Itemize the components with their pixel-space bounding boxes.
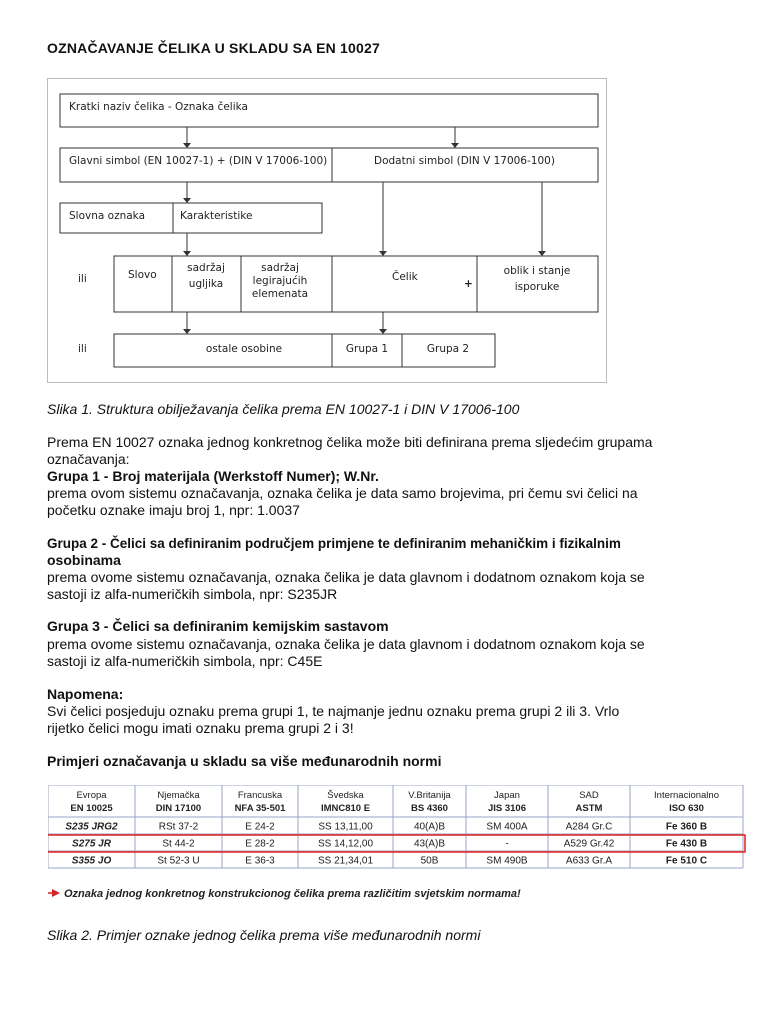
table-cell: 43(A)B [413, 838, 446, 850]
label-group-2: Grupa 2 [426, 343, 470, 355]
caption-figure-2: Slika 2. Primjer oznake jednog čelika prema više međunarodnih normi [47, 927, 481, 943]
page-title: OZNAČAVANJE ČELIKA U SKLADU SA EN 10027 [47, 40, 380, 56]
header-standard: BS 4360 [411, 803, 448, 814]
header-country: Njemačka [157, 790, 200, 801]
caption-figure-1: Slika 1. Struktura obilježavanja čelika prema EN 10027-1 i DIN V 17006-100 [47, 401, 520, 417]
table-cell: 50B [420, 855, 439, 867]
table-cell: St 52-3 U [157, 855, 200, 867]
table-cell: Fe 360 B [665, 821, 708, 833]
comparison-table [48, 785, 748, 905]
table-cell: - [505, 838, 509, 850]
header-country: Francuska [237, 790, 283, 801]
label-characteristics: Karakteristike [180, 210, 253, 222]
label-main-symbol: Glavni simbol (EN 10027-1) + (DIN V 17006-100) [69, 155, 328, 167]
label-celik: Čelik [392, 271, 418, 283]
note-line-1: Svi čelici posjeduju oznaku prema grupi 1, te najmanje jednu oznaku prema grupi 2 ili 3. Vrlo [47, 703, 620, 719]
table-cell: E 28-2 [245, 838, 275, 850]
header-standard: NFA 35-501 [234, 803, 286, 814]
table-cell: SS 14,12,00 [317, 838, 374, 850]
group2-line-2: sastoji iz alfa-numeričkih simbola, npr: S235JR [47, 586, 338, 602]
note-line-2: rijetko čelici mogu imati oznaku prema grupi 2 i 3! [47, 720, 354, 736]
table-cell: SS 13,11,00 [318, 821, 373, 833]
group2-heading-1: Grupa 2 - Čelici sa definiranim područjem primjene te definiranim mehaničkim i fizikalnim [47, 536, 621, 551]
table-cell: E 24-2 [245, 821, 275, 833]
header-country: Japan [494, 790, 520, 801]
table-cell: A633 Gr.A [565, 855, 613, 867]
header-country: Internacionalno [654, 790, 719, 801]
table-cell: S275 JR [72, 838, 111, 850]
group3-heading: Grupa 3 - Čelici sa definiranim kemijskim sastavom [47, 618, 389, 634]
table-cell: A529 Gr.42 [563, 838, 615, 850]
label-alloy-1: sadržaj [261, 262, 299, 274]
label-letter-mark: Slovna oznaka [69, 210, 146, 222]
table-cell: RSt 37-2 [158, 821, 199, 833]
label-alloy-3: elemenata [251, 288, 309, 300]
table-cell: SM 400A [486, 821, 528, 833]
label-carbon-1: sadržaj [187, 262, 225, 274]
intro-line-2: označavanja: [47, 451, 130, 467]
header-country: V.Britanija [408, 790, 451, 801]
table-cell: 40(A)B [413, 821, 446, 833]
header-standard: JIS 3106 [487, 803, 527, 814]
table-cell: Fe 510 C [665, 855, 708, 867]
label-other: ostale osobine [205, 343, 283, 355]
label-alloy-2: legirajućih [252, 275, 308, 287]
group1-heading: Grupa 1 - Broj materijala (Werkstoff Numer); W.Nr. [47, 468, 379, 484]
header-standard: DIN 17100 [155, 803, 202, 814]
header-standard: ASTM [575, 803, 603, 814]
label-carbon-2: ugljika [188, 278, 224, 290]
header-country: SAD [579, 790, 599, 801]
table-cell: Fe 430 B [665, 838, 708, 850]
structure-diagram [47, 78, 607, 383]
label-ili-2: ili [78, 343, 87, 355]
plus-sign: + [464, 278, 473, 290]
group1-line-2: početku oznake imaju broj 1, npr: 1.0037 [47, 502, 300, 518]
table-cell: S235 JRG2 [65, 821, 118, 833]
header-standard: EN 10025 [70, 803, 113, 814]
note-heading: Napomena: [47, 686, 124, 702]
header-country: Švedska [327, 790, 364, 801]
table-cell: SS 21,34,01 [317, 855, 374, 867]
group2-heading-2: osobinama [47, 552, 121, 568]
label-form-2: isporuke [514, 281, 560, 293]
examples-heading: Primjeri označavanja u skladu sa više međunarodnih normi [47, 753, 442, 769]
group3-line-1: prema ovome sistemu označavanja, oznaka čelika je data glavnom i dodatnom oznakom koja se [47, 636, 645, 652]
table-cell: SM 490B [486, 855, 528, 867]
group2-line-1: prema ovome sistemu označavanja, oznaka čelika je data glavnom i dodatnom oznakom koja se [47, 569, 645, 585]
group1-line-1: prema ovom sistemu označavanja, oznaka čelika je data samo brojevima, pri čemu svi čelici na [47, 485, 638, 501]
label-ili-1: ili [78, 273, 87, 285]
table-cell: S355 JO [71, 855, 112, 867]
header-country: Evropa [76, 790, 107, 801]
label-group-1: Grupa 1 [345, 343, 389, 355]
label-extra-symbol: Dodatni simbol (DIN V 17006-100) [374, 155, 555, 167]
label-slovo: Slovo [128, 269, 157, 281]
header-standard: IMNC810 E [320, 803, 371, 814]
table-cell: E 36-3 [245, 855, 275, 867]
label-short-name: Kratki naziv čelika - Oznaka čelika [69, 101, 248, 113]
intro-line-1: Prema EN 10027 oznaka jednog konkretnog čelika može biti definirana prema sljedećim grupama [47, 434, 653, 450]
group3-line-2: sastoji iz alfa-numeričkih simbola, npr: C45E [47, 653, 323, 669]
table-cell: A284 Gr.C [565, 821, 613, 833]
table-cell: St 44-2 [162, 838, 195, 850]
header-standard: ISO 630 [669, 803, 704, 814]
comparison-note: Oznaka jednog konkretnog konstrukcionog čelika prema različitim svjetskim normama! [64, 888, 521, 900]
label-form-1: oblik i stanje [503, 265, 571, 277]
